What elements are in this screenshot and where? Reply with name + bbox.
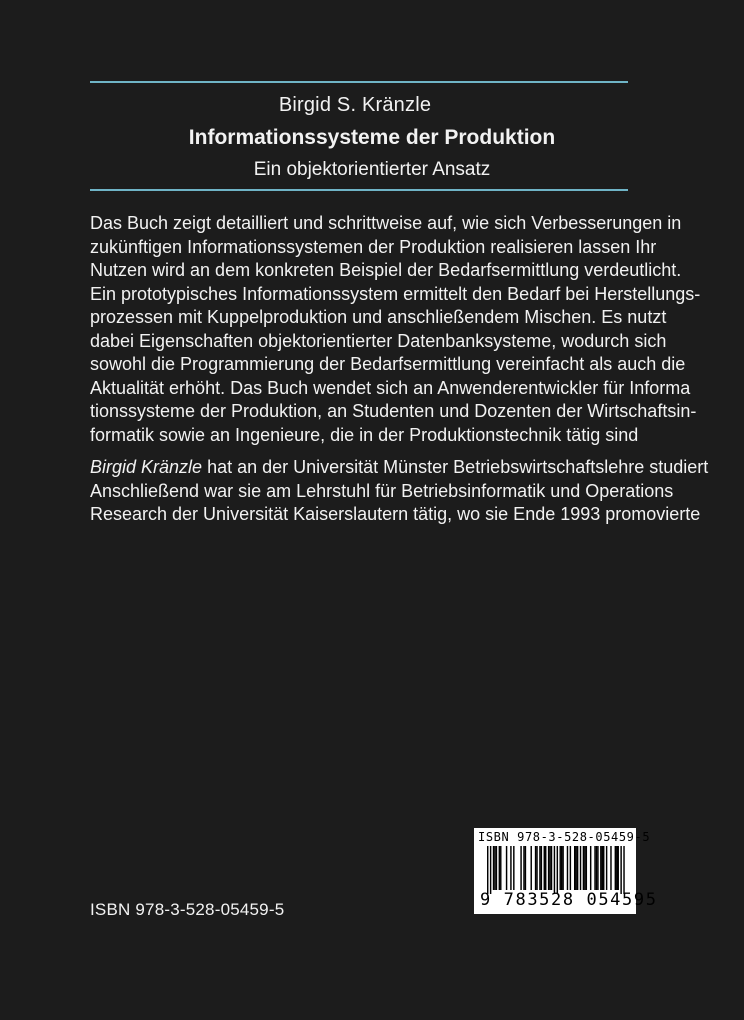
bio-line	[90, 456, 709, 480]
barcode-bar	[544, 846, 545, 890]
description-line: formatik sowie an Ingenieure, die in der Produktionstechnik tätig sind	[90, 424, 639, 445]
barcode-bar	[603, 846, 604, 890]
barcode-bar	[554, 846, 555, 894]
barcode-bar	[531, 846, 532, 890]
barcode-bar	[574, 846, 575, 890]
bio-line-text: hat an der Universität Münster Betriebswirtschaftslehre studiert	[202, 457, 709, 477]
barcode-bar	[525, 846, 526, 890]
description-line: dabei Eigenschaften objektorientierter Datenbanksysteme, wodurch sich	[90, 330, 667, 351]
description-line: Das Buch zeigt detailliert und schrittweise auf, wie sich Verbesserungen in	[90, 213, 682, 233]
barcode-bar	[610, 846, 611, 890]
barcode-bar	[584, 846, 585, 890]
barcode-bar	[597, 846, 598, 890]
description-line: Ein prototypisches Informationssystem ermittelt den Bedarf bei Herstellungs-	[90, 283, 701, 304]
barcode-bar	[600, 846, 601, 890]
barcode-bar	[557, 846, 558, 894]
barcode-bar	[586, 846, 587, 890]
barcode-bar	[583, 846, 584, 890]
isbn-label: ISBN 978-3-528-05459-5	[90, 900, 285, 919]
description-line: prozessen mit Kuppelproduktion und anschließendem Mischen. Es nutzt	[90, 307, 667, 327]
barcode-bar	[561, 846, 562, 890]
bio-author-name: Birgid Kränzle	[90, 457, 203, 477]
barcode-bar	[596, 846, 597, 890]
barcode-bar	[618, 846, 619, 890]
barcode-bar	[520, 846, 521, 890]
barcode-bar	[615, 846, 616, 890]
author-bio-paragraph	[90, 456, 709, 527]
barcode-bar	[545, 846, 546, 890]
barcode-digits: 9 783528 054595	[480, 890, 658, 910]
barcode-bar	[487, 846, 488, 894]
barcode-bar	[562, 846, 563, 890]
description-line: Aktualität erhöht. Das Buch wendet sich an Anwenderentwickler für Informa	[90, 377, 691, 398]
bio-line: Anschließend war sie am Lehrstuhl für Betriebsinformatik und Operations	[90, 480, 674, 501]
barcode-bar	[567, 846, 568, 890]
barcode-bar	[549, 846, 550, 890]
barcode-bar	[494, 846, 495, 890]
barcode-bar	[590, 846, 591, 890]
book-subtitle: Ein objektorientierter Ansatz	[253, 159, 491, 180]
barcode-bar	[500, 846, 501, 890]
book-title: Informationssysteme der Produktion	[188, 126, 556, 149]
barcode-bar	[496, 846, 497, 890]
author-name: Birgid S. Kränzle	[278, 94, 432, 116]
barcode-bar	[536, 846, 537, 890]
barcode-bar	[548, 846, 549, 890]
barcode-bar	[513, 846, 514, 890]
barcode-bar	[606, 846, 607, 890]
barcode-bar	[616, 846, 617, 890]
description-paragraph	[90, 212, 701, 447]
description-line: tionssysteme der Produktion, an Studenten und Dozenten der Wirtschaftsin-	[90, 401, 697, 421]
barcode-bar	[535, 846, 536, 890]
barcode-bar	[577, 846, 578, 890]
barcode-bar	[620, 846, 621, 894]
barcode-bar	[510, 846, 511, 890]
barcode-bar	[560, 846, 561, 890]
bio-line: Research der Universität Kaiserslautern tätig, wo sie Ende 1993 promovierte	[90, 504, 701, 524]
barcode-bar	[580, 846, 581, 890]
description-line: zukünftigen Informationssystemen der Produktion realisieren lassen Ihr	[90, 236, 657, 257]
barcode-bar	[539, 846, 540, 890]
barcode-bar	[602, 846, 603, 890]
barcode-bar	[623, 846, 624, 894]
description-line: Nutzen wird an dem konkreten Beispiel der Bedarfsermittlung verdeutlicht.	[90, 260, 682, 280]
barcode-bar	[541, 846, 542, 890]
barcode-bar	[575, 846, 576, 890]
top-divider-rule	[90, 81, 628, 83]
bottom-divider-rule	[90, 189, 628, 191]
description-line: sowohl die Programmierung der Bedarfsermittlung vereinfacht als auch die	[90, 354, 686, 374]
barcode-bar	[523, 846, 524, 890]
barcode-bar	[594, 846, 595, 890]
barcode-isbn-label: ISBN 978-3-528-05459-5	[478, 830, 651, 844]
barcode-bar	[493, 846, 494, 890]
barcode-bars	[477, 846, 633, 894]
barcode-bar	[499, 846, 500, 890]
barcode-bar	[506, 846, 507, 890]
barcode-bar	[551, 846, 552, 890]
barcode-bar	[570, 846, 571, 890]
barcode-bar	[490, 846, 491, 894]
barcode-panel	[474, 828, 658, 914]
